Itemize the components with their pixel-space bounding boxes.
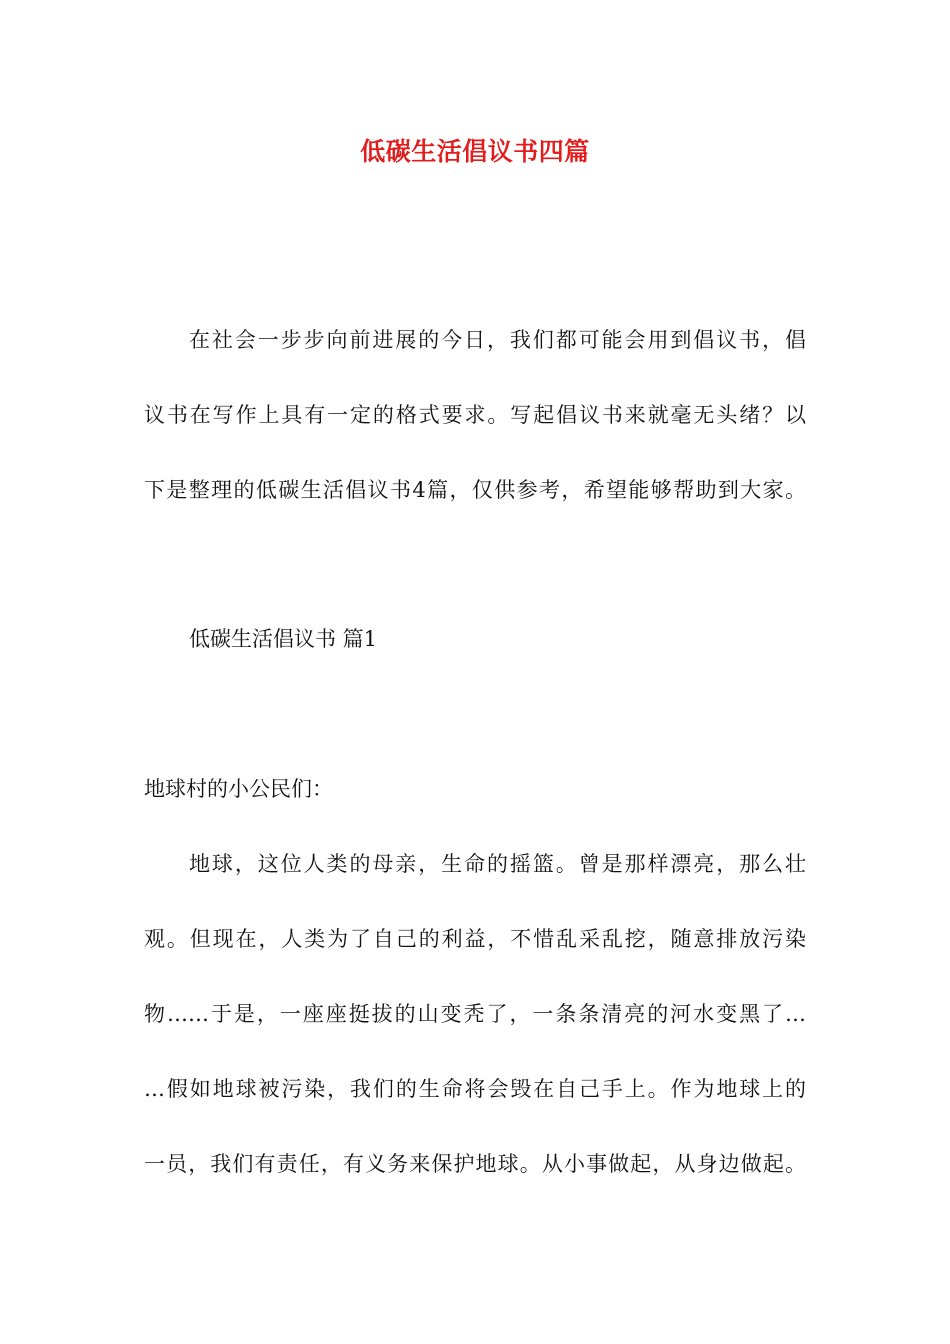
intro-line-3: 下是整理的低碳生活倡议书4篇，仅供参考，希望能够帮助到大家。 [144,478,806,502]
intro-line-2: 议书在写作上具有一定的格式要求。写起倡议书来就毫无头绪？以 [144,403,806,427]
body-line-2: 观。但现在，人类为了自己的利益，不惜乱采乱挖，随意排放污染 [144,927,806,951]
intro-line-1: 在社会一步步向前进展的今日，我们都可能会用到倡议书，倡 [189,328,806,352]
body-line-3: 物……于是，一座座挺拔的山变秃了，一条条清亮的河水变黑了… [144,1002,806,1026]
salutation: 地球村的小公民们： [144,777,333,801]
document-title: 低碳生活倡议书四篇 [360,137,590,166]
body-line-5: 一员，我们有责任，有义务来保护地球。从小事做起，从身边做起。 [144,1152,806,1176]
body-line-1: 地球，这位人类的母亲，生命的摇篮。曾是那样漂亮，那么壮 [189,852,806,876]
body-line-4: …假如地球被污染，我们的生命将会毁在自己手上。作为地球上的 [144,1077,806,1101]
section-heading: 低碳生活倡议书 篇1 [189,627,378,651]
